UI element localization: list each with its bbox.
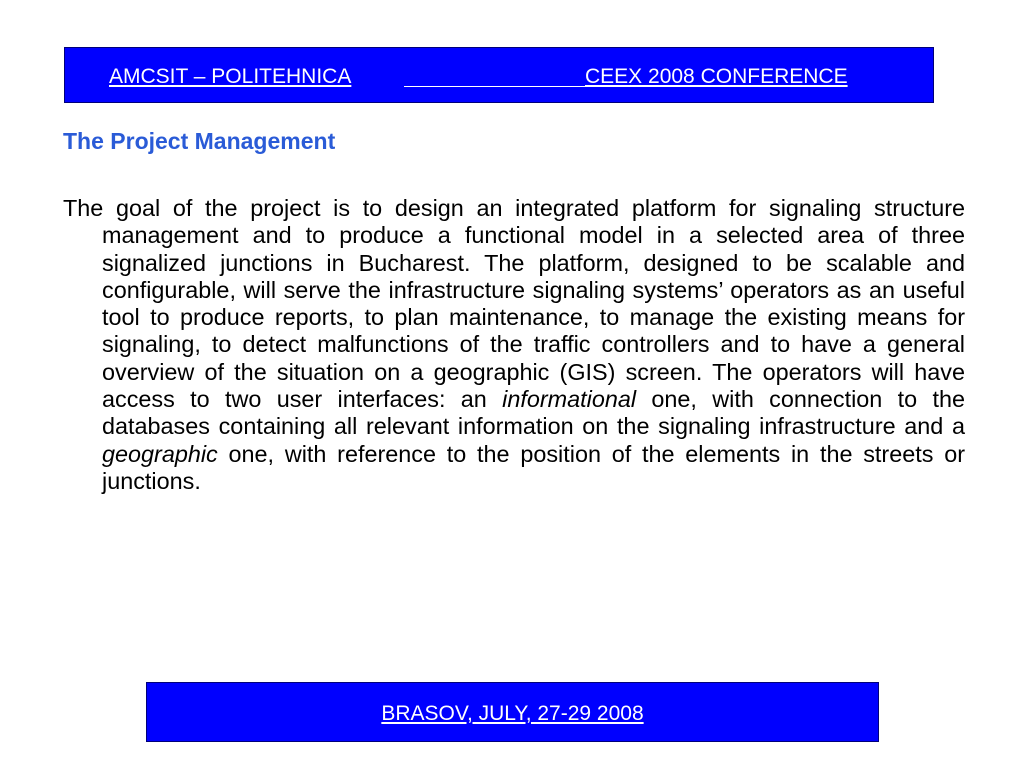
footer-location-date-text: BRASOV, JULY, 27-29 2008 <box>381 702 644 725</box>
body-italic-geographic: geographic <box>102 440 218 467</box>
footer-banner <box>146 682 879 742</box>
header-institution-text: AMCSIT – POLITEHNICA <box>109 65 352 88</box>
body-text-part-2: one, with connection to the databases containing all relevant information on the signaling infrastructure and a <box>102 386 966 440</box>
header-banner <box>64 47 934 103</box>
section-heading: The Project Management <box>63 128 336 154</box>
body-italic-informational: informational <box>502 386 637 413</box>
body-paragraph <box>63 195 965 495</box>
body-text-part-1: The goal of the project is to design an integrated platform for signaling structure management and to produce a functional model in a selected area of three signalized junctions in Bucharest. The platform, designed to be scalable and configurable, will serve the infrastructure signaling systems’ operators as an useful tool to produce reports, to plan maintenance, to manage the existing means for signaling, to detect malfunctions of the traffic controllers and to have a general overview of the situation on a geographic (GIS) screen. The operators will have access to two user interfaces: an <box>63 195 965 413</box>
header-underline-gap <box>404 86 585 87</box>
header-conference-text: CEEX 2008 CONFERENCE <box>585 65 848 88</box>
body-text-part-3: one, with reference to the position of the elements in the streets or junctions. <box>102 440 965 494</box>
